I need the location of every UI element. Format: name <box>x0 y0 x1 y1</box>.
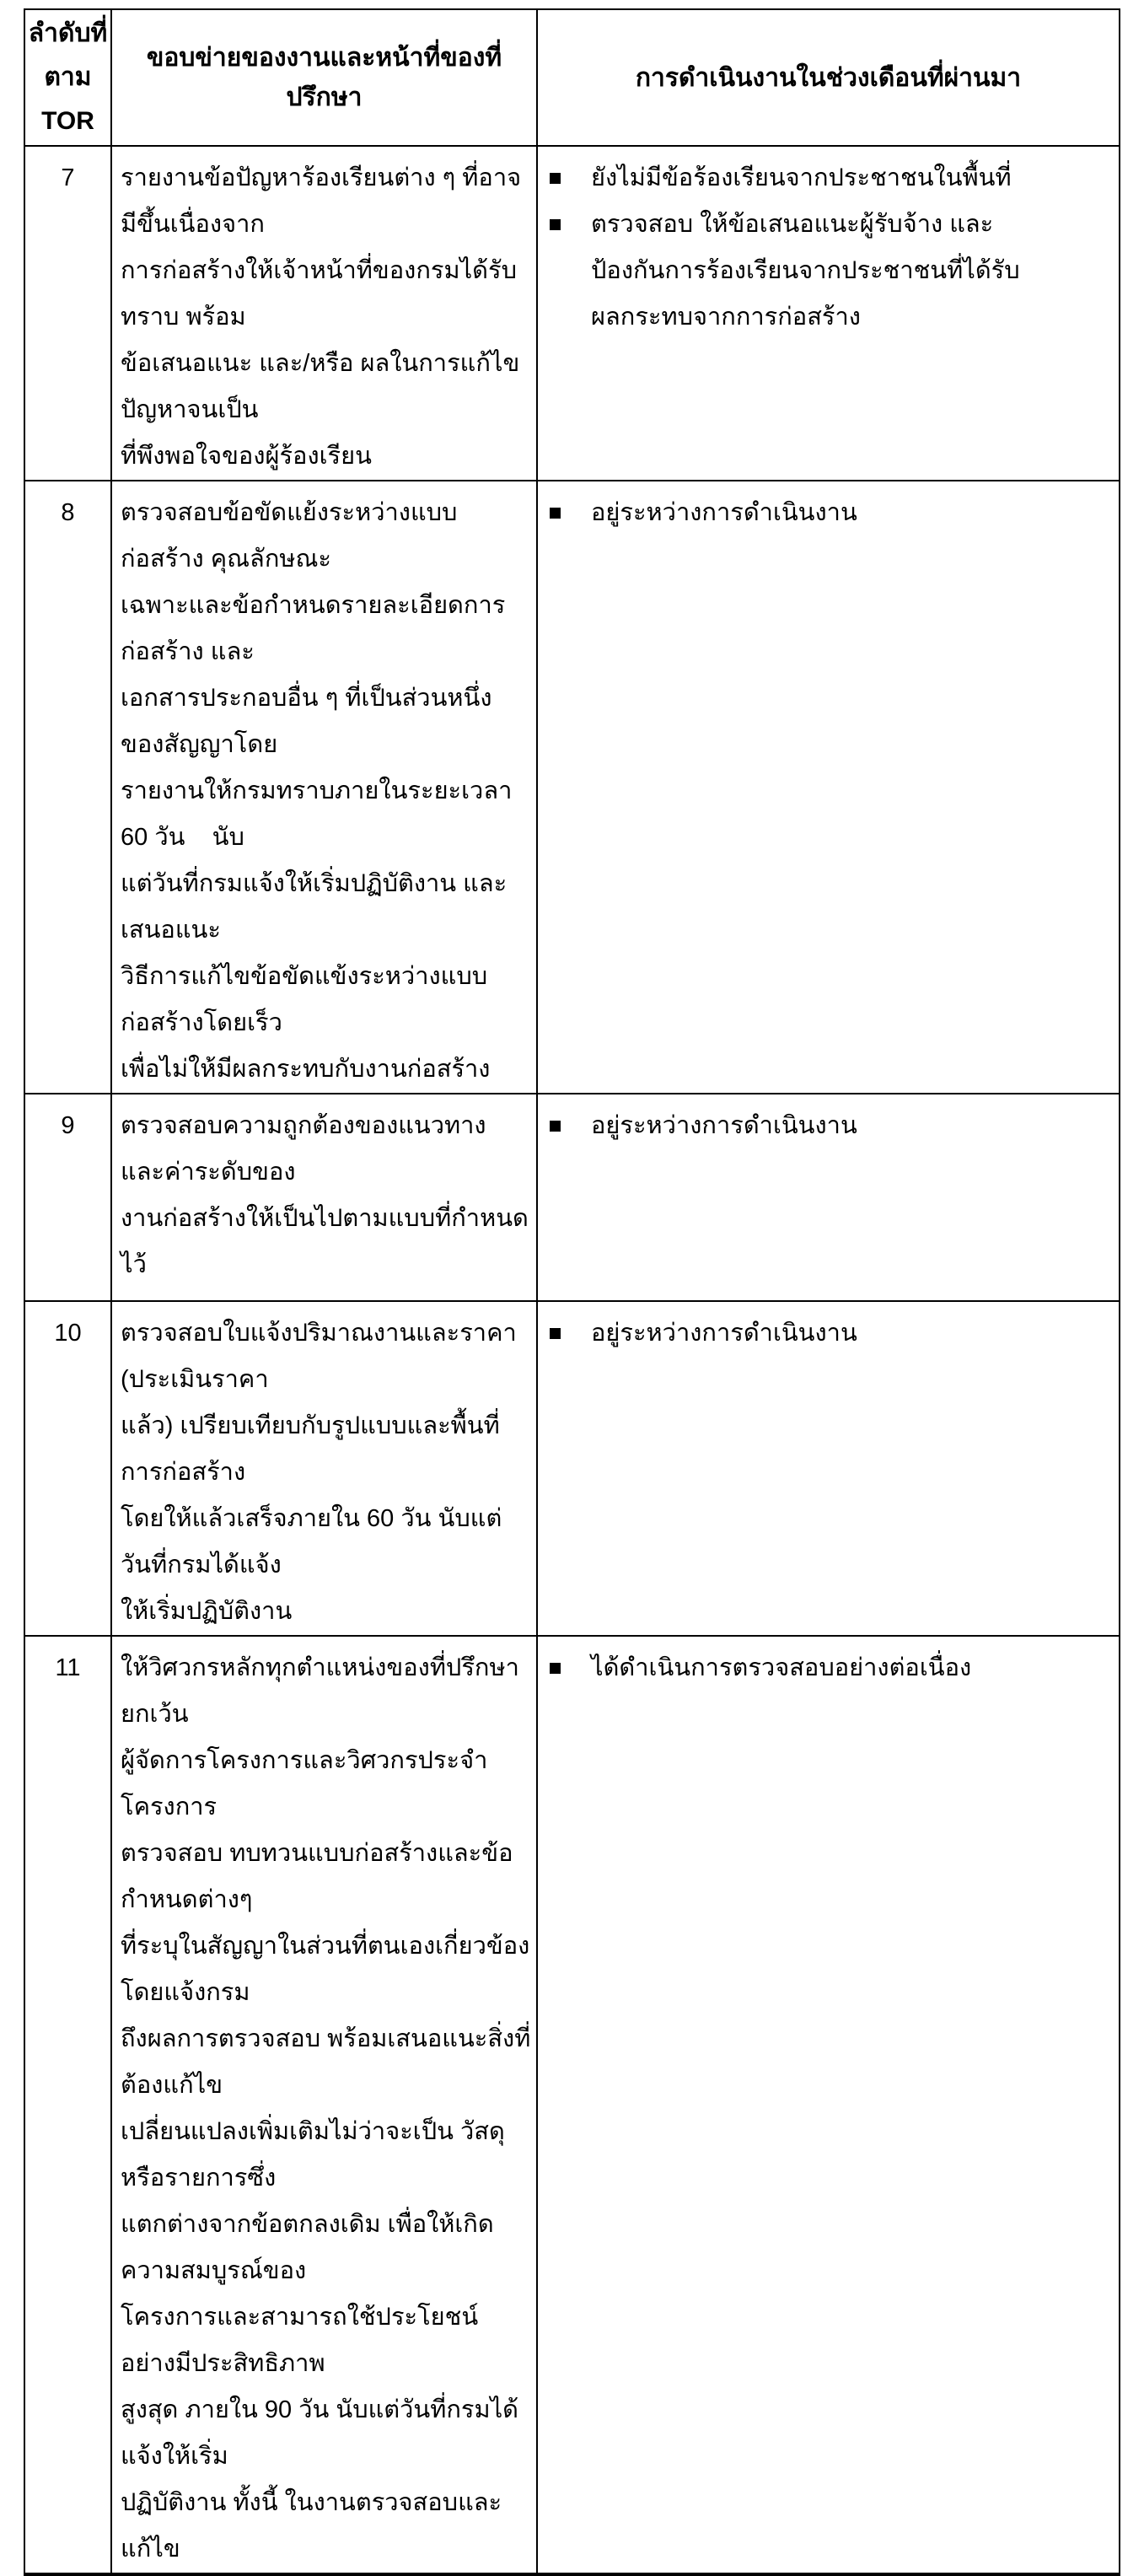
scope-line: ถึงผลการตรวจสอบ พร้อมเสนอแนะสิ่งที่ต้องแก้ไข <box>121 2025 531 2099</box>
scope-line: ผู้จัดการโครงการและวิศวกรประจำโครงการ <box>121 1747 488 1820</box>
scope-line: เปลี่ยนแปลงเพิ่มเติมไม่ว่าจะเป็น วัสดุ หรือรายการซึ่ง <box>121 2118 512 2191</box>
progress-line: อยู่ระหว่างการดำเนินงาน <box>591 1320 857 1347</box>
header-no-line: TOR <box>41 107 94 135</box>
row-number-cell: 11 <box>24 1636 111 2574</box>
header-scope-cell: ขอบข่ายของงานและหน้าที่ของที่ปรึกษา <box>111 9 537 146</box>
progress-bullet-item <box>550 155 1114 202</box>
scope-line: โครงการและสามารถใช้ประโยชน์อย่างมีประสิทธิภาพ <box>121 2304 479 2377</box>
scope-line: ปฏิบัติงาน ทั้งนี้ ในงานตรวจสอบและแก้ไข <box>121 2489 502 2563</box>
scope-line: วิธีการแก้ไขข้อขัดแข้งระหว่างแบบก่อสร้างโดยเร็ว <box>121 963 488 1036</box>
scope-line: ข้อเสนอแนะ และ/หรือ ผลในการแก้ไขปัญหาจนเป็น <box>121 350 520 423</box>
scope-line: ตรวจสอบ ทบทวนแบบก่อสร้างและข้อกำหนดต่างๆ <box>121 1840 513 1913</box>
table-header-row <box>24 9 1120 146</box>
scope-cell <box>111 1636 537 2574</box>
scope-line: ตรวจสอบข้อขัดแย้งระหว่างแบบก่อสร้าง คุณลักษณะ <box>121 499 458 573</box>
header-progress-cell: การดำเนินงานในช่วงเดือนที่ผ่านมา <box>537 9 1120 146</box>
bullet-square-icon <box>550 219 561 230</box>
progress-line: อยู่ระหว่างการดำเนินงาน <box>591 1112 857 1139</box>
progress-line: ผลกระทบจากการก่อสร้าง <box>591 304 861 331</box>
progress-line: ยังไม่มีข้อร้องเรียนจากประชาชนในพื้นที่ <box>591 164 1012 191</box>
row-number-cell: 7 <box>24 146 111 481</box>
progress-bullet-item <box>550 1103 1114 1149</box>
scope-cell <box>111 1094 537 1301</box>
progress-cell <box>537 1636 1120 2574</box>
table-row <box>24 481 1120 1094</box>
scope-line: แล้ว) เปรียบเทียบกับรูปแบบและพื้นที่การก่อสร้าง <box>121 1412 500 1486</box>
progress-bullet-text <box>591 1103 1114 1149</box>
bullet-square-icon <box>550 1328 561 1339</box>
row-number-cell: 8 <box>24 481 111 1094</box>
scope-line: ตรวจสอบความถูกต้องของแนวทาง และค่าระดับของ <box>121 1112 493 1186</box>
progress-bullet-text <box>591 490 1114 536</box>
bullet-square-icon <box>550 1121 561 1132</box>
progress-cell <box>537 1301 1120 1636</box>
scope-line: แต่วันที่กรมแจ้งให้เริ่มปฏิบัติงาน และเสนอแนะ <box>121 870 508 944</box>
table-row <box>24 1301 1120 1636</box>
progress-line: อยู่ระหว่างการดำเนินงาน <box>591 499 857 526</box>
progress-bullet-item <box>550 490 1114 536</box>
scope-line: การก่อสร้างให้เจ้าหน้าที่ของกรมได้รับทราบ พร้อม <box>121 257 517 331</box>
progress-bullet-text <box>591 1310 1114 1357</box>
bullet-square-icon <box>550 173 561 184</box>
bullet-square-icon <box>550 1663 561 1674</box>
scope-line: แตกต่างจากข้อตกลงเดิม เพื่อให้เกิดความสมบูรณ์ของ <box>121 2211 494 2284</box>
progress-bullet-item <box>550 1310 1114 1357</box>
table-row <box>24 146 1120 481</box>
scope-line: เพื่อไม่ให้มีผลกระทบกับงานก่อสร้าง <box>121 1056 491 1083</box>
scope-line: รายงานข้อปัญหาร้องเรียนต่าง ๆ ที่อาจมีขึ้นเนื่องจาก <box>121 164 522 238</box>
scope-line: สูงสุด ภายใน 90 วัน นับแต่วันที่กรมได้แจ้งให้เริ่ม <box>121 2396 519 2470</box>
scope-line: เอกสารประกอบอื่น ๆ ที่เป็นส่วนหนึ่งของสัญญาโดย <box>121 685 492 758</box>
scope-line: รายงานให้กรมทราบภายในระยะเวลา 60 วัน นับ <box>121 777 519 851</box>
progress-bullet-text <box>591 1645 1114 1691</box>
scope-line: ที่ระบุในสัญญาในส่วนที่ตนเองเกี่ยวข้อง โดยแจ้งกรม <box>121 1933 537 2006</box>
progress-bullet-item <box>550 202 1114 341</box>
progress-bullet-text <box>591 202 1114 341</box>
scope-line: ให้วิศวกรหลักทุกตำแหน่งของที่ปรึกษา ยกเว้น <box>121 1654 526 1728</box>
header-no-line: ลำดับที่ <box>28 19 108 47</box>
scope-line: ตรวจสอบใบแจ้งปริมาณงานและราคา (ประเมินราคา <box>121 1320 524 1393</box>
scope-line: งานก่อสร้างให้เป็นไปตามแบบที่กำหนดไว้ <box>121 1205 529 1278</box>
header-no-cell <box>24 9 111 146</box>
tor-progress-table <box>24 8 1120 2576</box>
scope-cell <box>111 146 537 481</box>
scope-line: โดยให้แล้วเสร็จภายใน 60 วัน นับแต่วันที่กรมได้แจ้ง <box>121 1505 502 1578</box>
bullet-square-icon <box>550 508 561 519</box>
table-row <box>24 1094 1120 1301</box>
scope-cell <box>111 1301 537 1636</box>
scope-cell <box>111 481 537 1094</box>
progress-bullet-item <box>550 1645 1114 1691</box>
progress-cell <box>537 481 1120 1094</box>
scope-line: เฉพาะและข้อกำหนดรายละเอียดการก่อสร้าง และ <box>121 592 506 665</box>
scope-line: ให้เริ่มปฏิบัติงาน <box>121 1598 293 1625</box>
table-row <box>24 1636 1120 2574</box>
progress-line: ตรวจสอบ ให้ข้อเสนอแนะผู้รับจ้าง และ <box>591 211 994 238</box>
progress-cell <box>537 146 1120 481</box>
header-no-line: ตาม <box>44 63 92 91</box>
progress-bullet-text <box>591 155 1114 202</box>
progress-line: ป้องกันการร้องเรียนจากประชาชนที่ได้รับ <box>591 257 1020 284</box>
row-number-cell: 10 <box>24 1301 111 1636</box>
row-number-cell: 9 <box>24 1094 111 1301</box>
progress-cell <box>537 1094 1120 1301</box>
progress-line: ได้ดำเนินการตรวจสอบอย่างต่อเนื่อง <box>591 1654 972 1681</box>
scope-line: ที่พึงพอใจของผู้ร้องเรียน <box>121 443 372 470</box>
